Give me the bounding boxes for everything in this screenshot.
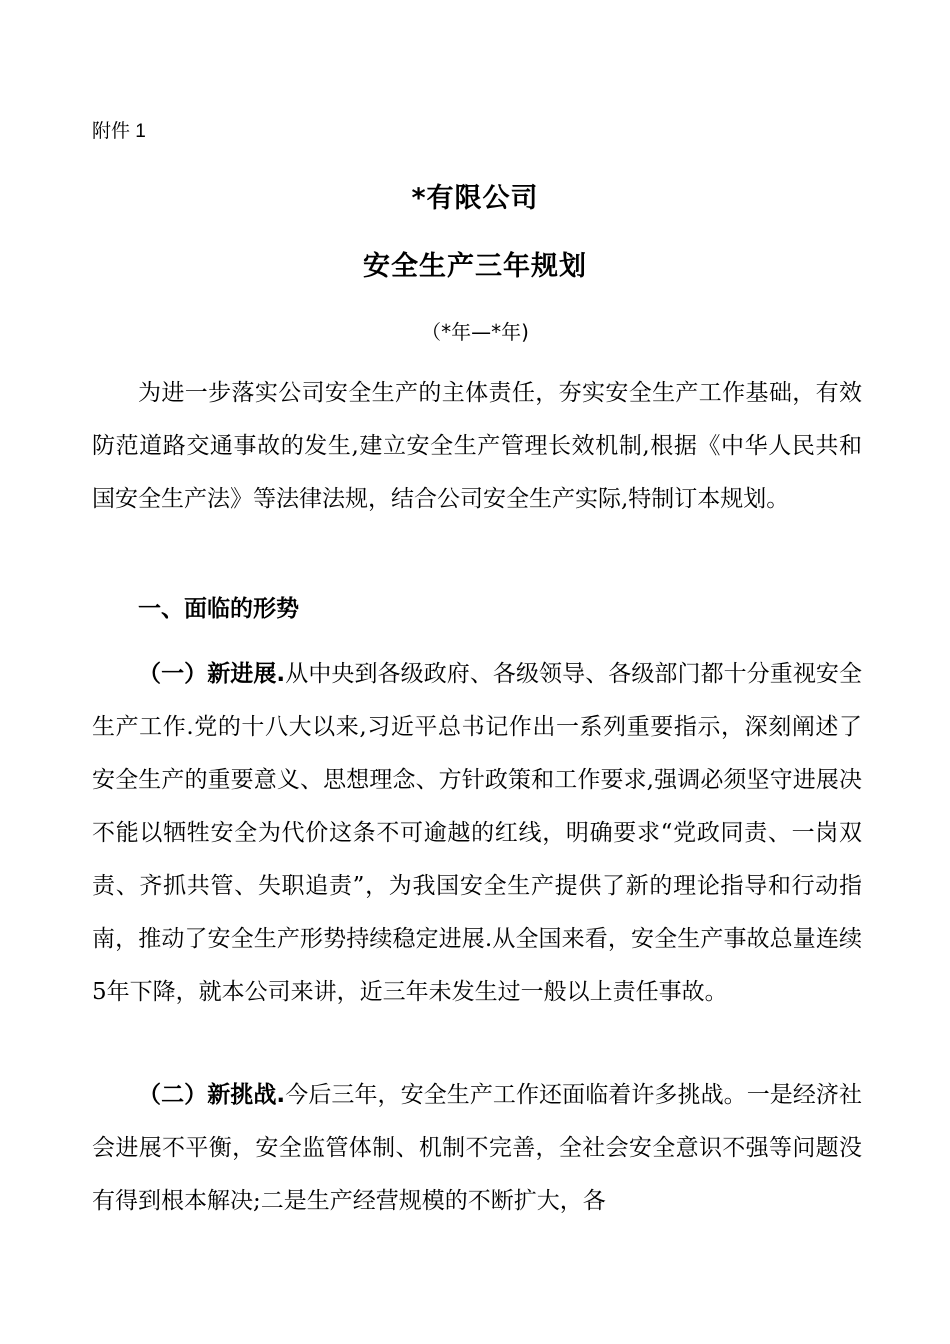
document-title-company: *有限公司: [411, 183, 539, 214]
subsection-1-label: （一）新进展.: [138, 661, 286, 687]
subsection-2-label: （二）新挑战.: [138, 1082, 286, 1108]
document-title-plan: 安全生产三年规划: [363, 251, 587, 282]
subsection-1-paragraph: [92, 648, 862, 1019]
section-1-heading: 一、面临的形势: [138, 596, 299, 622]
intro-paragraph: [92, 367, 862, 526]
subsection-1-text: 从中央到各级政府、各级领导、各级部门都十分重视安全生产工作.党的十八大以来,习近平总书记作出一系列重要指示，深刻阐述了安全生产的重要意义、思想理念、方针政策和工作要求,强调必须坚守进展决不能以牺牲安全为代价这条不可逾越的红线，明确要求“党政同责、一岗双责、齐抓共管、失职追责”，为我国安全生产提供了新的理论指导和行动指南，推动了安全生产形势持续稳定进展.从全国来看，安全生产事故总量连续5年下降，就本公司来讲，近三年未发生过一般以上责任事故。: [92, 661, 863, 1005]
subsection-2-text: 今后三年，安全生产工作还面临着许多挑战。一是经济社会进展不平衡，安全监管体制、机制不完善，全社会安全意识不强等问题没有得到根本解决;二是生产经营规模的不断扩大，各: [92, 1082, 863, 1214]
subsection-2-paragraph: [92, 1069, 862, 1228]
intro-text: 为进一步落实公司安全生产的主体责任，夯实安全生产工作基础，有效防范道路交通事故的发生,建立安全生产管理长效机制,根据《中华人民共和国安全生产法》等法律法规，结合公司安全生产实际,特制订本规划。: [92, 380, 862, 512]
plan-period: （*年—*年): [421, 320, 529, 344]
section-1-heading-block: [92, 583, 862, 636]
attachment-label: 附件 1: [92, 121, 146, 142]
